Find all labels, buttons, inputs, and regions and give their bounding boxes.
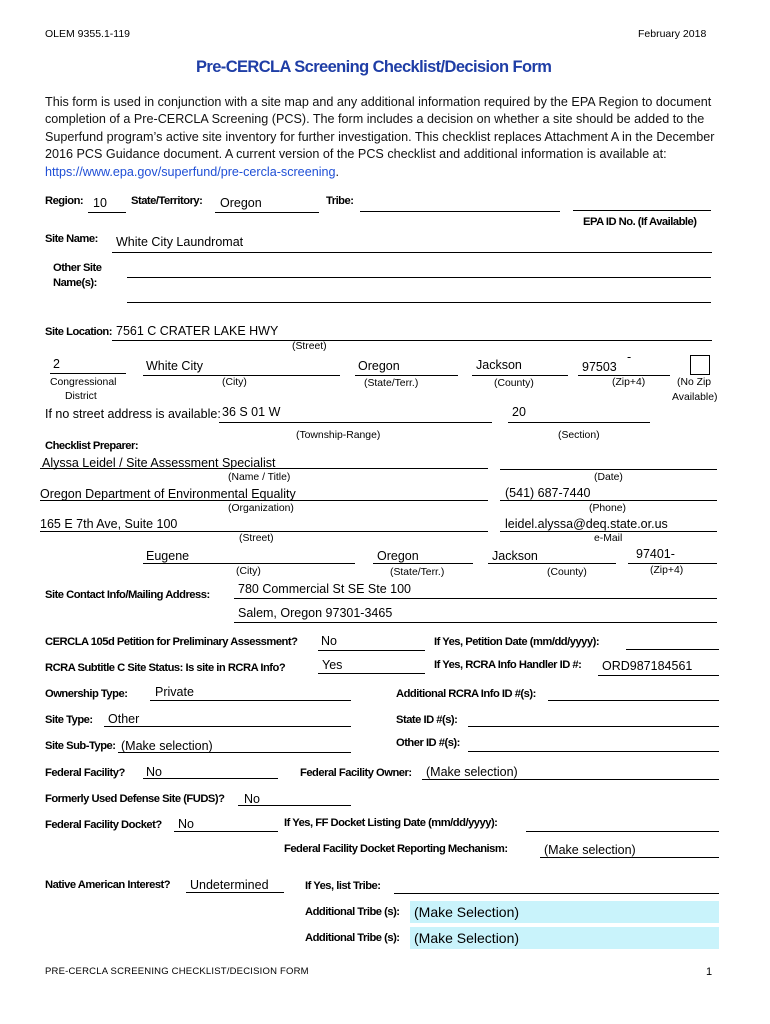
other-site-line-2[interactable] bbox=[127, 302, 711, 303]
additional-tribe-label-1: Additional Tribe (s): bbox=[305, 906, 400, 918]
no-zip-caption: (No Zip bbox=[677, 377, 712, 388]
no-zip-caption-2: Available) bbox=[672, 392, 718, 403]
congressional-label: Congressional bbox=[50, 377, 117, 388]
list-tribe-label: If Yes, list Tribe: bbox=[305, 880, 381, 892]
prep-zip-value[interactable]: 97401- bbox=[636, 547, 675, 561]
rcra-handler-label: If Yes, RCRA Info Handler ID #: bbox=[434, 659, 582, 671]
site-type-label: Site Type: bbox=[45, 714, 93, 726]
region-value[interactable]: 10 bbox=[93, 196, 107, 210]
state-territory-value[interactable]: Oregon bbox=[220, 196, 262, 210]
prep-county-caption: (County) bbox=[547, 567, 587, 578]
region-label: Region: bbox=[45, 195, 84, 207]
epa-id-label: EPA ID No. (If Available) bbox=[583, 216, 697, 228]
pcs-link[interactable]: https://www.epa.gov/superfund/pre-cercla-screening bbox=[45, 164, 336, 179]
phone-caption: (Phone) bbox=[589, 503, 626, 514]
ff-docket-value[interactable]: No bbox=[178, 817, 194, 831]
email-line bbox=[500, 531, 717, 532]
other-id-line[interactable] bbox=[468, 751, 719, 752]
intro-after: . bbox=[335, 164, 340, 179]
other-id-label: Other ID #(s): bbox=[396, 737, 460, 749]
township-value[interactable]: 36 S 01 W bbox=[222, 405, 281, 419]
street-caption: (Street) bbox=[292, 341, 327, 352]
additional-tribe-value-2: (Make Selection) bbox=[414, 930, 520, 946]
county-line bbox=[472, 375, 568, 376]
native-american-value[interactable]: Undetermined bbox=[190, 878, 269, 892]
prep-state-caption: (State/Terr.) bbox=[390, 567, 445, 578]
fuds-value[interactable]: No bbox=[244, 792, 260, 806]
epa-id-line[interactable] bbox=[573, 210, 711, 211]
federal-owner-value[interactable]: (Make selection) bbox=[426, 765, 518, 779]
additional-rcra-line[interactable] bbox=[548, 700, 719, 701]
prep-zip-caption: (Zip+4) bbox=[650, 565, 684, 576]
district-line bbox=[50, 373, 126, 374]
city-caption: (City) bbox=[222, 377, 247, 388]
state-id-line[interactable] bbox=[468, 726, 719, 727]
state-territory-line bbox=[215, 212, 319, 213]
intro-text: This form is used in conjunction with a site map and any additional information required by the EPA Region to document completion of a Pre-CERCLA Screening (PCS). The form includes a decision on whether a site should be added to the Superfund program’s active site inventory for further investigation. This checklist replaces Attachment A in the December 2016 PCS Guidance document. A current version of the PCS checklist and additional information is available at: bbox=[45, 95, 715, 162]
ff-docket-label: Federal Facility Docket? bbox=[45, 819, 162, 831]
federal-facility-value[interactable]: No bbox=[146, 765, 162, 779]
prep-street-caption: (Street) bbox=[239, 533, 274, 544]
township-line bbox=[219, 422, 492, 423]
prep-state-line bbox=[373, 563, 473, 564]
cercla-105d-label: CERCLA 105d Petition for Preliminary Assessment? bbox=[45, 636, 298, 648]
petition-date-label: If Yes, Petition Date (mm/dd/yyyy): bbox=[434, 636, 600, 648]
contact-line2 bbox=[234, 622, 717, 623]
site-name-line bbox=[112, 252, 712, 253]
organization-line bbox=[40, 500, 488, 501]
rcra-status-value[interactable]: Yes bbox=[322, 658, 343, 672]
checklist-preparer-label: Checklist Preparer: bbox=[45, 440, 139, 452]
rcra-status-label: RCRA Subtitle C Site Status: Is site in RCRA Info? bbox=[45, 662, 286, 674]
rcra-handler-value[interactable]: ORD987184561 bbox=[602, 659, 693, 673]
additional-tribe-value-1: (Make Selection) bbox=[414, 904, 520, 920]
prep-county-line bbox=[488, 563, 616, 564]
other-site-label: Other Site bbox=[53, 262, 102, 274]
phone-value[interactable]: (541) 687-7440 bbox=[505, 486, 591, 500]
site-street-value[interactable]: 7561 C CRATER LAKE HWY bbox=[116, 324, 279, 338]
section-caption: (Section) bbox=[558, 430, 600, 441]
cercla-105d-value[interactable]: No bbox=[321, 634, 337, 648]
zip-value[interactable]: 97503 bbox=[582, 360, 617, 374]
preparer-name-line bbox=[40, 468, 488, 469]
ownership-type-label: Ownership Type: bbox=[45, 688, 128, 700]
zip-line bbox=[578, 375, 670, 376]
email-value[interactable]: leidel.alyssa@deq.state.or.us bbox=[505, 517, 668, 531]
list-tribe-line[interactable] bbox=[394, 893, 719, 894]
ff-docket-mech-label: Federal Facility Docket Reporting Mechanism: bbox=[284, 843, 508, 855]
ff-docket-mech-value[interactable]: (Make selection) bbox=[544, 843, 636, 857]
footer-form-name: PRE-CERCLA SCREENING CHECKLIST/DECISION FORM bbox=[45, 966, 309, 977]
district-label: District bbox=[65, 391, 97, 402]
ownership-type-line bbox=[150, 700, 351, 701]
prep-zip-line bbox=[628, 563, 717, 564]
site-subtype-line bbox=[118, 752, 351, 753]
native-american-line bbox=[186, 892, 284, 893]
prep-city-caption: (City) bbox=[236, 566, 261, 577]
federal-facility-label: Federal Facility? bbox=[45, 767, 125, 779]
section-line bbox=[508, 422, 650, 423]
site-street-line bbox=[112, 340, 712, 341]
tribe-line[interactable] bbox=[360, 211, 560, 212]
section-value[interactable]: 20 bbox=[512, 405, 526, 419]
prep-county-value[interactable]: Jackson bbox=[492, 549, 538, 563]
doc-date: February 2018 bbox=[638, 28, 707, 40]
additional-tribe-label-2: Additional Tribe (s): bbox=[305, 932, 400, 944]
state-territory-label: State/Territory: bbox=[131, 195, 203, 207]
prep-street-value[interactable]: 165 E 7th Ave, Suite 100 bbox=[40, 517, 178, 531]
site-name-value[interactable]: White City Laundromat bbox=[116, 235, 244, 249]
page-title: Pre-CERCLA Screening Checklist/Decision Form bbox=[196, 58, 552, 76]
other-site-line-1[interactable] bbox=[127, 277, 711, 278]
phone-line bbox=[500, 500, 717, 501]
zip4-caption: (Zip+4) bbox=[612, 377, 646, 388]
no-street-label: If no street address is available: bbox=[45, 407, 221, 421]
state-terr-caption: (State/Terr.) bbox=[364, 378, 419, 389]
contact-line2-value[interactable]: Salem, Oregon 97301-3465 bbox=[238, 606, 393, 620]
organization-value[interactable]: Oregon Department of Environmental Equality bbox=[40, 487, 296, 501]
rcra-handler-line bbox=[598, 675, 719, 676]
site-subtype-value[interactable]: (Make selection) bbox=[121, 739, 213, 753]
tribe-label: Tribe: bbox=[326, 195, 354, 207]
contact-line1 bbox=[234, 598, 717, 599]
contact-line1-value[interactable]: 780 Commercial St SE Ste 100 bbox=[238, 582, 411, 596]
state-id-label: State ID #(s): bbox=[396, 714, 458, 726]
city-value[interactable]: White City bbox=[146, 359, 203, 373]
site-name-label: Site Name: bbox=[45, 233, 98, 245]
name-title-caption: (Name / Title) bbox=[228, 472, 291, 483]
city-line bbox=[143, 375, 340, 376]
site-location-label: Site Location: bbox=[45, 326, 112, 338]
federal-owner-label: Federal Facility Owner: bbox=[300, 767, 412, 779]
township-caption: (Township-Range) bbox=[296, 430, 381, 441]
cercla-105d-line bbox=[318, 650, 425, 651]
county-caption: (County) bbox=[494, 378, 534, 389]
date-caption: (Date) bbox=[594, 472, 623, 483]
prep-date-line[interactable] bbox=[500, 469, 717, 470]
prep-city-value[interactable]: Eugene bbox=[146, 549, 190, 563]
ff-docket-mech-line bbox=[540, 857, 719, 858]
additional-rcra-label: Additional RCRA Info ID #(s): bbox=[396, 688, 536, 700]
ownership-type-value[interactable]: Private bbox=[155, 685, 194, 699]
organization-caption: (Organization) bbox=[228, 503, 294, 514]
page-number: 1 bbox=[706, 966, 713, 978]
federal-owner-line bbox=[422, 779, 719, 780]
no-zip-checkbox[interactable] bbox=[690, 355, 710, 375]
zip-dash: - bbox=[627, 350, 632, 364]
prep-street-line bbox=[40, 531, 488, 532]
email-caption: e-Mail bbox=[594, 533, 623, 544]
rcra-status-line bbox=[318, 673, 425, 674]
site-type-line bbox=[104, 726, 351, 727]
site-state-line bbox=[355, 375, 458, 376]
site-subtype-label: Site Sub-Type: bbox=[45, 740, 116, 752]
site-contact-label: Site Contact Info/Mailing Address: bbox=[45, 589, 210, 601]
preparer-name-value[interactable]: Alyssa Leidel / Site Assessment Specialist bbox=[42, 456, 276, 470]
native-american-label: Native American Interest? bbox=[45, 879, 171, 891]
site-type-value[interactable]: Other bbox=[108, 712, 140, 726]
fuds-line bbox=[238, 805, 351, 806]
intro-paragraph bbox=[45, 94, 717, 181]
ff-docket-line bbox=[174, 831, 278, 832]
petition-date-line[interactable] bbox=[626, 649, 719, 650]
federal-facility-line bbox=[143, 778, 278, 779]
other-site-label-2: Name(s): bbox=[53, 277, 97, 289]
county-value[interactable]: Jackson bbox=[476, 358, 522, 372]
district-value[interactable]: 2 bbox=[53, 357, 60, 371]
site-state-value[interactable]: Oregon bbox=[358, 359, 400, 373]
fuds-label: Formerly Used Defense Site (FUDS)? bbox=[45, 793, 225, 805]
prep-city-line bbox=[143, 563, 355, 564]
doc-id: OLEM 9355.1-119 bbox=[45, 28, 131, 40]
prep-state-value[interactable]: Oregon bbox=[377, 549, 419, 563]
ff-docket-date-label: If Yes, FF Docket Listing Date (mm/dd/yyyy): bbox=[284, 817, 498, 829]
ff-docket-date-line[interactable] bbox=[526, 831, 719, 832]
region-line bbox=[88, 212, 126, 213]
